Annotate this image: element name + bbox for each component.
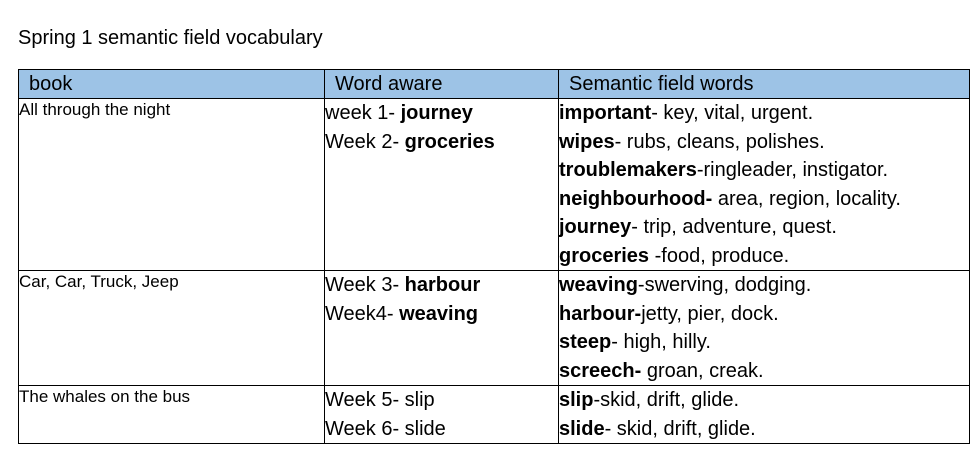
book-title-cell: Car, Car, Truck, Jeep [19, 271, 325, 386]
semantic-term: screech- [559, 359, 642, 382]
semantic-synonyms: -swerving, dodging. [637, 274, 812, 296]
word-aware-cell [325, 99, 559, 271]
semantic-synonyms: - trip, adventure, quest. [631, 216, 837, 238]
semantic-synonyms: -skid, drift, glide. [593, 389, 740, 411]
semantic-field-cell [559, 99, 970, 271]
semantic-term: weaving [559, 274, 638, 296]
semantic-synonyms: - high, hilly. [611, 331, 711, 353]
semantic-field-cell [559, 271, 970, 386]
semantic-synonyms: jetty, pier, dock. [641, 302, 779, 325]
table-row [19, 271, 970, 386]
semantic-term: steep [559, 331, 612, 353]
semantic-synonyms: - key, vital, urgent. [651, 102, 814, 124]
semantic-line [559, 271, 969, 300]
semantic-synonyms: - rubs, cleans, polishes. [614, 130, 825, 153]
week-prefix: Week 3- [325, 274, 405, 296]
semantic-term: neighbourhood- [559, 187, 713, 210]
week-prefix: week 1- [325, 102, 401, 124]
semantic-synonyms: area, region, locality. [712, 187, 901, 210]
document-title: Spring 1 semantic field vocabulary [18, 27, 323, 49]
semantic-term: slip [559, 389, 594, 411]
semantic-line [559, 213, 969, 242]
focus-word: groceries [404, 130, 495, 153]
semantic-term: slide [559, 417, 605, 440]
semantic-line [559, 242, 969, 271]
week-prefix: Week4- [325, 302, 400, 325]
table-header-row [19, 70, 970, 99]
semantic-term: wipes [559, 130, 615, 153]
semantic-line [559, 328, 969, 357]
semantic-line [559, 128, 969, 157]
semantic-term: groceries [559, 244, 650, 267]
semantic-line [559, 386, 969, 415]
focus-word: journey [400, 102, 473, 124]
word-aware-cell [325, 271, 559, 386]
semantic-term: harbour- [559, 302, 642, 325]
semantic-line [559, 415, 969, 444]
word-aware-cell [325, 386, 559, 444]
focus-word: weaving [399, 302, 479, 325]
table-row [19, 386, 970, 444]
word-aware-line [325, 415, 558, 444]
table-row [19, 99, 970, 271]
week-prefix: Week 2- [325, 130, 405, 153]
focus-word: harbour [404, 274, 481, 296]
semantic-line [559, 156, 969, 185]
semantic-line [559, 99, 969, 128]
word-aware-line [325, 99, 558, 128]
book-title-cell: All through the night [19, 99, 325, 271]
semantic-line [559, 357, 969, 386]
semantic-synonyms: groan, creak. [641, 359, 764, 382]
word-aware-line [325, 271, 558, 300]
book-title-cell: The whales on the bus [19, 386, 325, 444]
word-aware-line [325, 128, 558, 157]
week-prefix: Week 5- slip [325, 389, 435, 411]
week-prefix: Week 6- slide [325, 417, 446, 440]
word-aware-line [325, 386, 558, 415]
semantic-line [559, 300, 969, 329]
header-semantic-field-words: Semantic field words [559, 70, 970, 99]
semantic-synonyms: -food, produce. [649, 244, 790, 267]
vocabulary-table [18, 69, 970, 444]
semantic-line [559, 185, 969, 214]
semantic-synonyms: -ringleader, instigator. [696, 159, 889, 181]
semantic-term: important [559, 102, 652, 124]
semantic-field-cell [559, 386, 970, 444]
semantic-term: journey [559, 216, 632, 238]
semantic-synonyms: - skid, drift, glide. [604, 417, 756, 440]
word-aware-line [325, 300, 558, 329]
header-word-aware: Word aware [325, 70, 559, 99]
semantic-term: troublemakers [559, 159, 697, 181]
header-book: book [19, 70, 325, 99]
